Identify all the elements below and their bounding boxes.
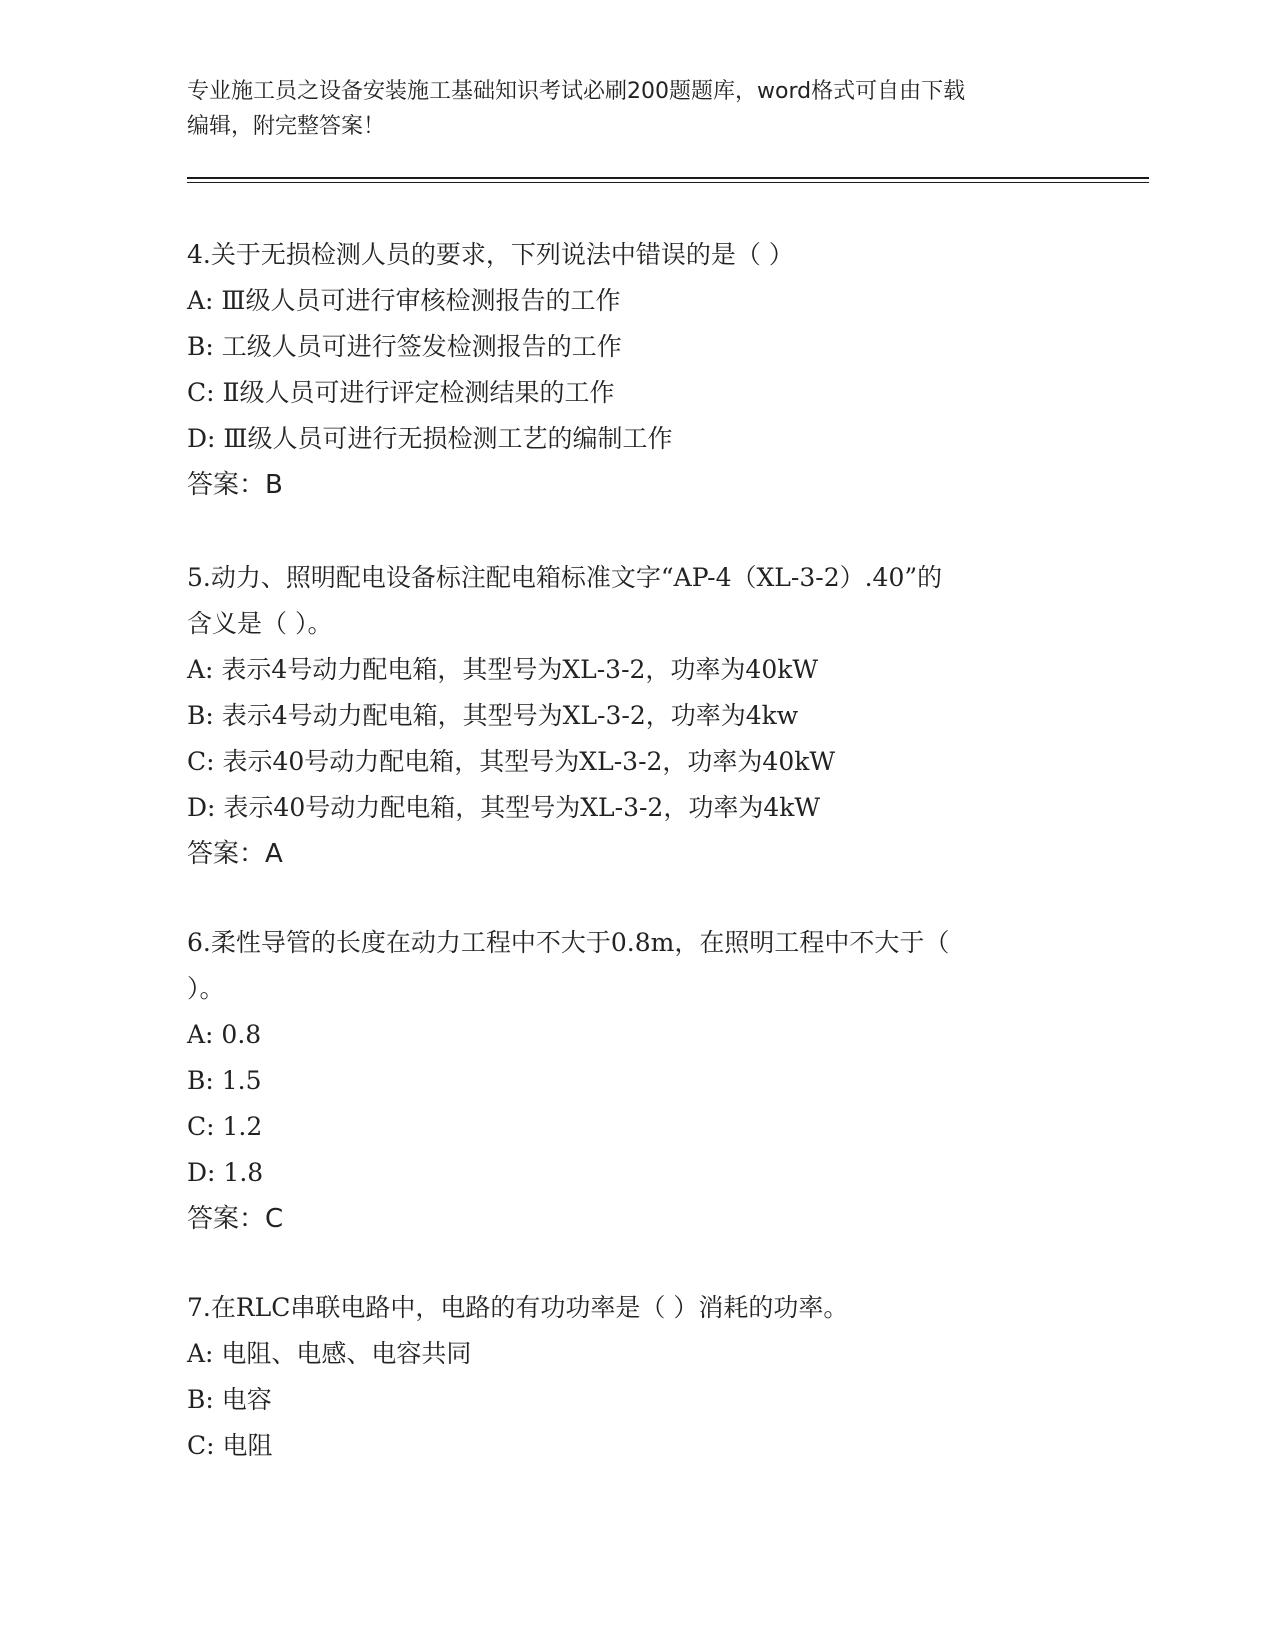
header-line-2: 编辑，附完整答案！ <box>187 114 386 139</box>
question-stem: 5.动力、照明配电设备标注配电箱标准文字“AP-4（XL-3-2）.40”的 <box>187 563 943 592</box>
option-c: C: 1.2 <box>187 1112 263 1141</box>
option-d: D: 1.8 <box>187 1158 264 1187</box>
option-b: B: 电容 <box>187 1385 272 1414</box>
answer-line: 答案：A <box>187 839 283 869</box>
option-a: A: 表示4号动力配电箱，其型号为XL-3-2，功率为40kW <box>187 655 819 684</box>
option-b: B: 1.5 <box>187 1066 262 1095</box>
option-c: C: 电阻 <box>187 1431 273 1460</box>
question-6 <box>187 920 1087 1242</box>
header-line-1: 专业施工员之设备安装施工基础知识考试必刷200题题库，word格式可自由下载 <box>187 79 966 104</box>
question-stem: 4.关于无损检测人员的要求，下列说法中错误的是（ ） <box>187 240 794 269</box>
option-a: A: Ⅲ级人员可进行审核检测报告的工作 <box>187 286 621 315</box>
header-divider-thin <box>187 182 1149 183</box>
answer-line: 答案：B <box>187 470 283 500</box>
question-stem-cont: 含义是（ ）。 <box>187 609 333 638</box>
option-c: C: Ⅱ级人员可进行评定检测结果的工作 <box>187 378 615 407</box>
question-stem: 7.在RLC串联电路中，电路的有功功率是（ ）消耗的功率。 <box>187 1293 849 1322</box>
option-c: C: 表示40号动力配电箱，其型号为XL-3-2，功率为40kW <box>187 747 836 776</box>
option-d: D: 表示40号动力配电箱，其型号为XL-3-2，功率为4kW <box>187 793 821 822</box>
question-7 <box>187 1285 1087 1469</box>
header-divider-thick <box>187 177 1149 179</box>
question-4 <box>187 232 1087 508</box>
option-a: A: 0.8 <box>187 1020 262 1049</box>
question-5 <box>187 555 1087 877</box>
answer-line: 答案：C <box>187 1204 284 1234</box>
option-b: B: 工级人员可进行签发检测报告的工作 <box>187 332 622 361</box>
option-b: B: 表示4号动力配电箱，其型号为XL-3-2，功率为4kw <box>187 701 799 730</box>
document-header <box>187 74 1087 144</box>
question-stem: 6.柔性导管的长度在动力工程中不大于0.8m，在照明工程中不大于（ <box>187 928 950 957</box>
option-a: A: 电阻、电感、电容共同 <box>187 1339 472 1368</box>
option-d: D: Ⅲ级人员可进行无损检测工艺的编制工作 <box>187 424 673 453</box>
question-stem-cont: ）。 <box>187 974 225 1003</box>
